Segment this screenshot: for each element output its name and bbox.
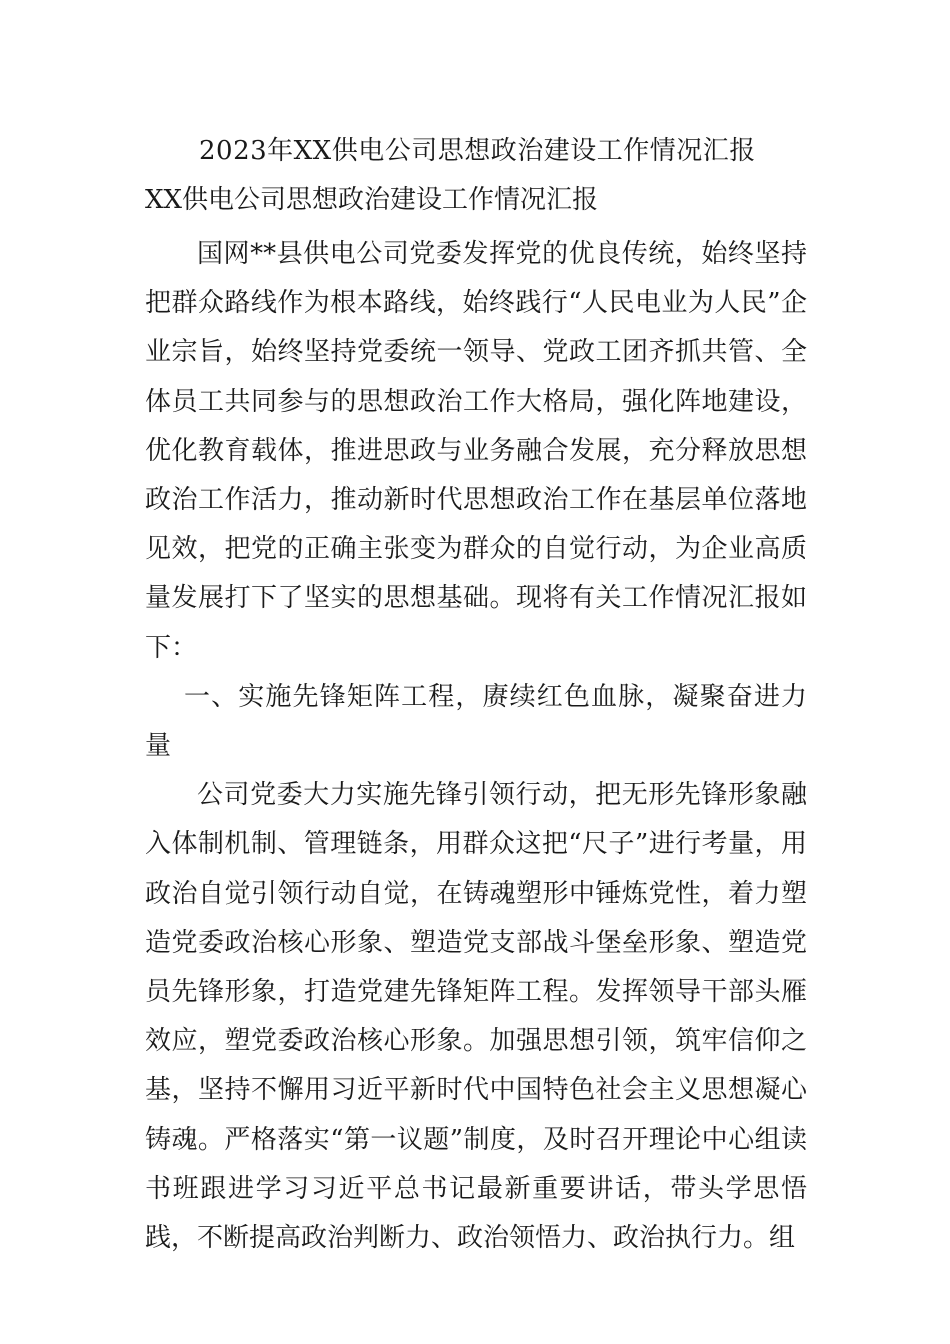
paragraph-intro: 国网**县供电公司党委发挥党的优良传统，始终坚持把群众路线作为根本路线，始终践行“人民电业为人民”企业宗旨，始终坚持党委统一领导、党政工团齐抓共管、全体员工共同参与的思想政治工作大格局，强化阵地建设，优化教育载体，推进思政与业务融合发展，充分释放思想政治工作活力，推动新时代思想政治工作在基层单位落地见效，把党的正确主张变为群众的自觉行动，为企业高质量发展打下了坚实的思想基础。现将有关工作情况汇报如下： bbox=[145, 239, 807, 663]
document-subtitle: XX供电公司思想政治建设工作情况汇报 bbox=[145, 185, 599, 215]
paragraph-section-1: 公司党委大力实施先锋引领行动，把无形先锋形象融入体制机制、管理链条，用群众这把“尺子”进行考量，用政治自觉引领行动自觉，在铸魂塑形中锤炼党性，着力塑造党委政治核心形象、塑造党支部战斗堡垒形象、塑造党员先锋形象，打造党建先锋矩阵工程。发挥领导干部头雁效应，塑党委政治核心形象。加强思想引领，筑牢信仰之基，坚持不懈用习近平新时代中国特色社会主义思想凝心铸魂。严格落实“第一议题”制度，及时召开理论中心组读书班跟进学习习近平总书记最新重要讲话，带头学思悟践，不断提高政治判断力、政治领悟力、政治执行力。组 bbox=[145, 780, 807, 1254]
section-heading-1: 一、实施先锋矩阵工程，赓续红色血脉，凝聚奋进力量 bbox=[145, 681, 807, 762]
document-title: 2023年XX供电公司思想政治建设工作情况汇报 bbox=[199, 136, 756, 166]
document-body bbox=[145, 230, 807, 1263]
